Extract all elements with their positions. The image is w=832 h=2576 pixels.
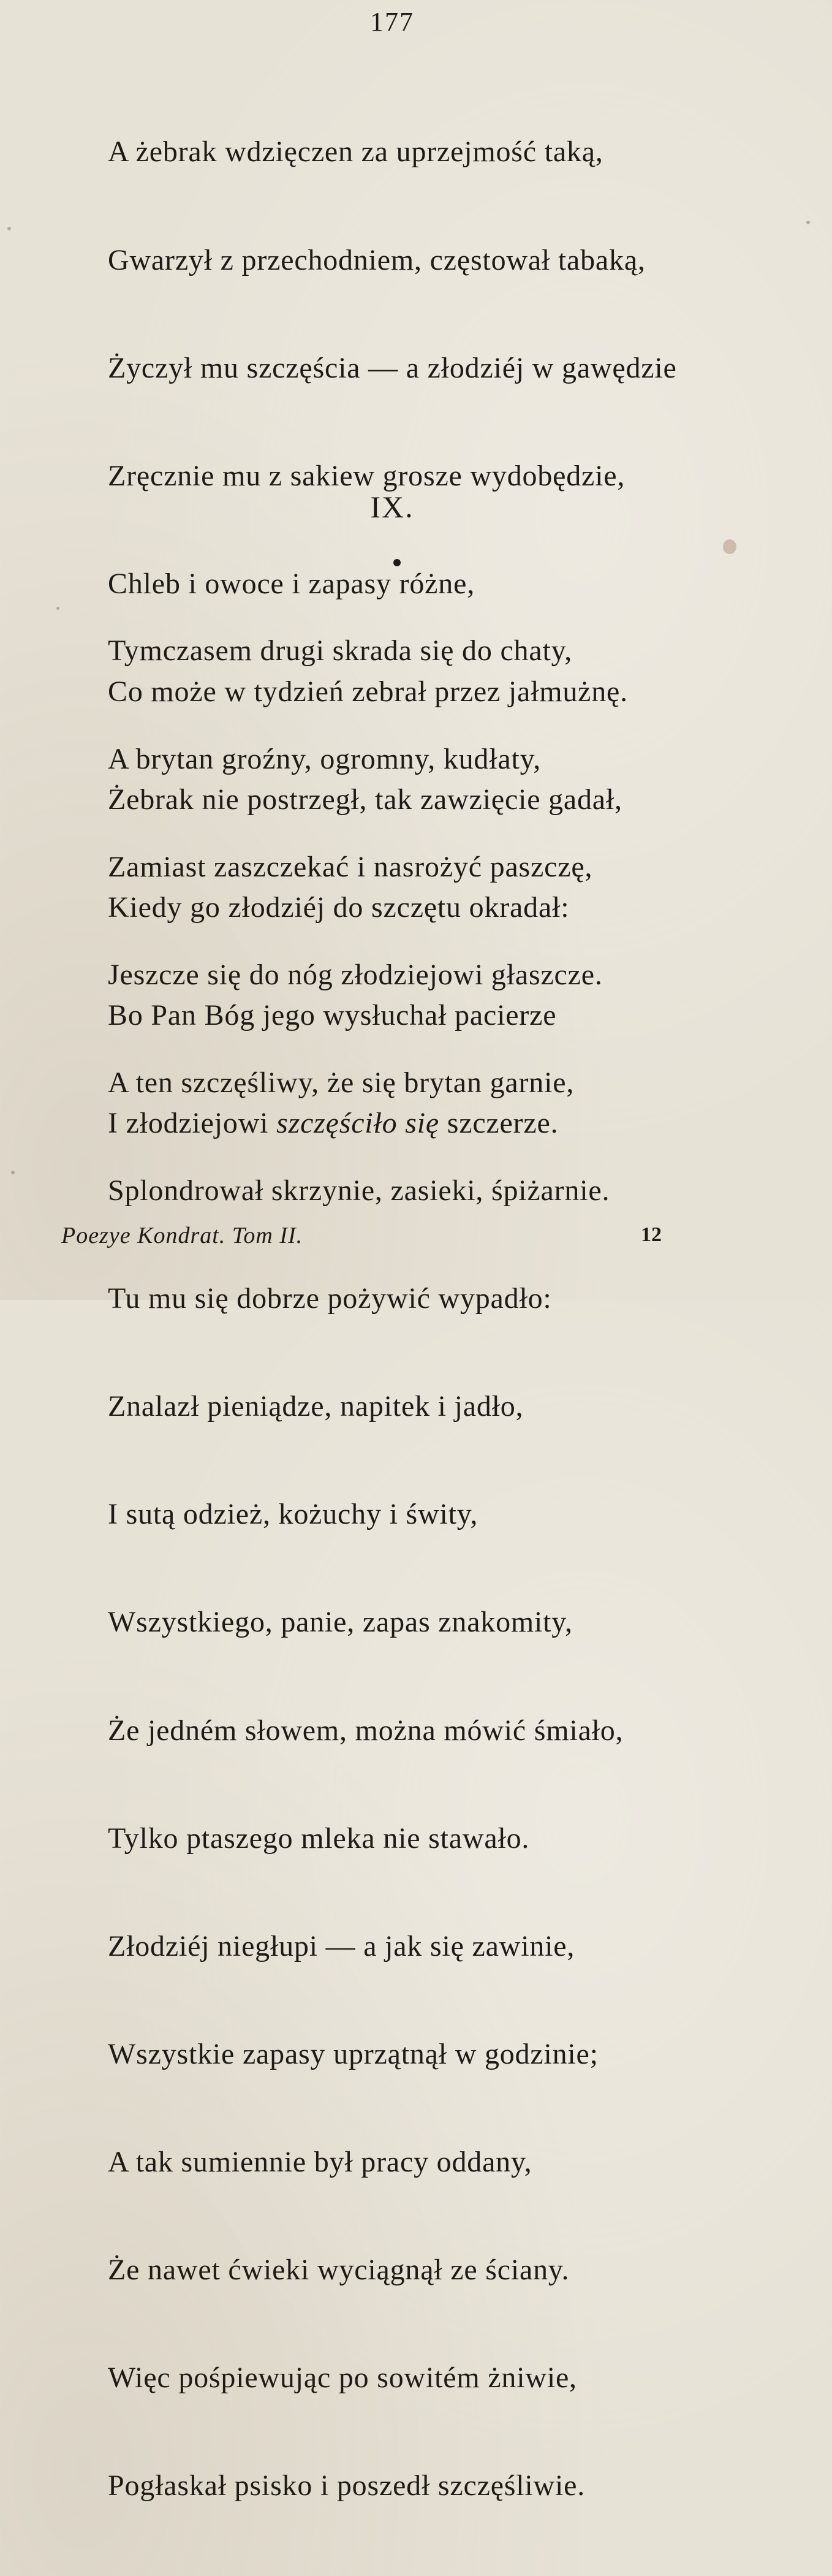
verse-line: Tylko ptaszego mleka nie stawało. <box>108 1822 530 1855</box>
paper-speck <box>11 1171 15 1174</box>
paper-speck <box>56 607 59 610</box>
paper-speck <box>723 539 736 554</box>
verse-line: Splondrował skrzynie, zasieki, śpiżarnie. <box>108 1174 610 1207</box>
verse-line: Żebrak nie postrzegł, tak zawzięcie gadał, <box>108 783 622 816</box>
verse-line: Życzył mu szczęścia — a złodziéj w gawędzie <box>108 351 677 384</box>
verse-line: Wszystkiego, panie, zapas znakomity, <box>108 1606 573 1639</box>
paper-speck <box>806 221 810 224</box>
verse-line: A żebrak wdzięczen za uprzejmość taką, <box>108 135 603 169</box>
italic-emphasis: szczęściło się <box>276 1107 439 1140</box>
verse-line: Tu mu się dobrze pożywić wypadło: <box>108 1282 552 1315</box>
verse-text: I złodziejowi <box>108 1107 277 1140</box>
footer-signature-mark: 12 <box>641 1223 662 1246</box>
verse-line: Zręcznie mu z sakiew grosze wydobędzie, <box>108 459 626 492</box>
paper-speck <box>7 227 11 230</box>
stanza-2 <box>108 561 623 2576</box>
verse-line: A tak sumiennie był pracy oddany, <box>108 2145 532 2178</box>
verse-line: Więc pośpiewując po sowitém żniwie, <box>108 2361 577 2395</box>
section-heading: IX. <box>370 490 414 524</box>
verse-line: Kiedy go złodziéj do szczętu okradał: <box>108 891 570 924</box>
verse-line: A ten szczęśliwy, że się brytan garnie, <box>108 1066 575 1099</box>
verse-line: Jeszcze się do nóg złodziejowi głaszcze. <box>108 958 603 991</box>
verse-text: szczerze. <box>439 1107 559 1140</box>
verse-line: Złodziéj niegłupi — a jak się zawinie, <box>108 1929 575 1962</box>
verse-line: I sutą odzież, kożuchy i świty, <box>108 1498 478 1531</box>
verse-line: Bo Pan Bóg jego wysłuchał pacierze <box>108 999 557 1032</box>
verse-line: Chleb i owoce i zapasy różne, <box>108 567 475 600</box>
verse-line: Pogłaskał psisko i poszedł szczęśliwie. <box>108 2469 586 2502</box>
verse-line: Zamiast zaszczekać i nasrożyć paszczę, <box>108 850 593 883</box>
verse-line: Wszystkie zapasy uprzątnął w godzinie; <box>108 2037 599 2070</box>
verse-line: A brytan groźny, ogromny, kudłaty, <box>108 742 542 775</box>
verse-line: Że nawet ćwieki wyciągnął ze ściany. <box>108 2254 570 2287</box>
verse-line: Co może w tydzień zebrał przez jałmużnę. <box>108 675 628 708</box>
page-number: 177 <box>370 7 414 37</box>
verse-line: Gwarzył z przechodniem, częstował tabaką, <box>108 243 646 276</box>
verse-line: Tymczasem drugi skrada się do chaty, <box>108 634 573 667</box>
verse-line: Znalazł pieniądze, napitek i jadło, <box>108 1390 524 1423</box>
verse-line: Że jedném słowem, można mówić śmiało, <box>108 1714 624 1747</box>
footer-book-title: Poezye Kondrat. Tom II. <box>61 1223 303 1248</box>
